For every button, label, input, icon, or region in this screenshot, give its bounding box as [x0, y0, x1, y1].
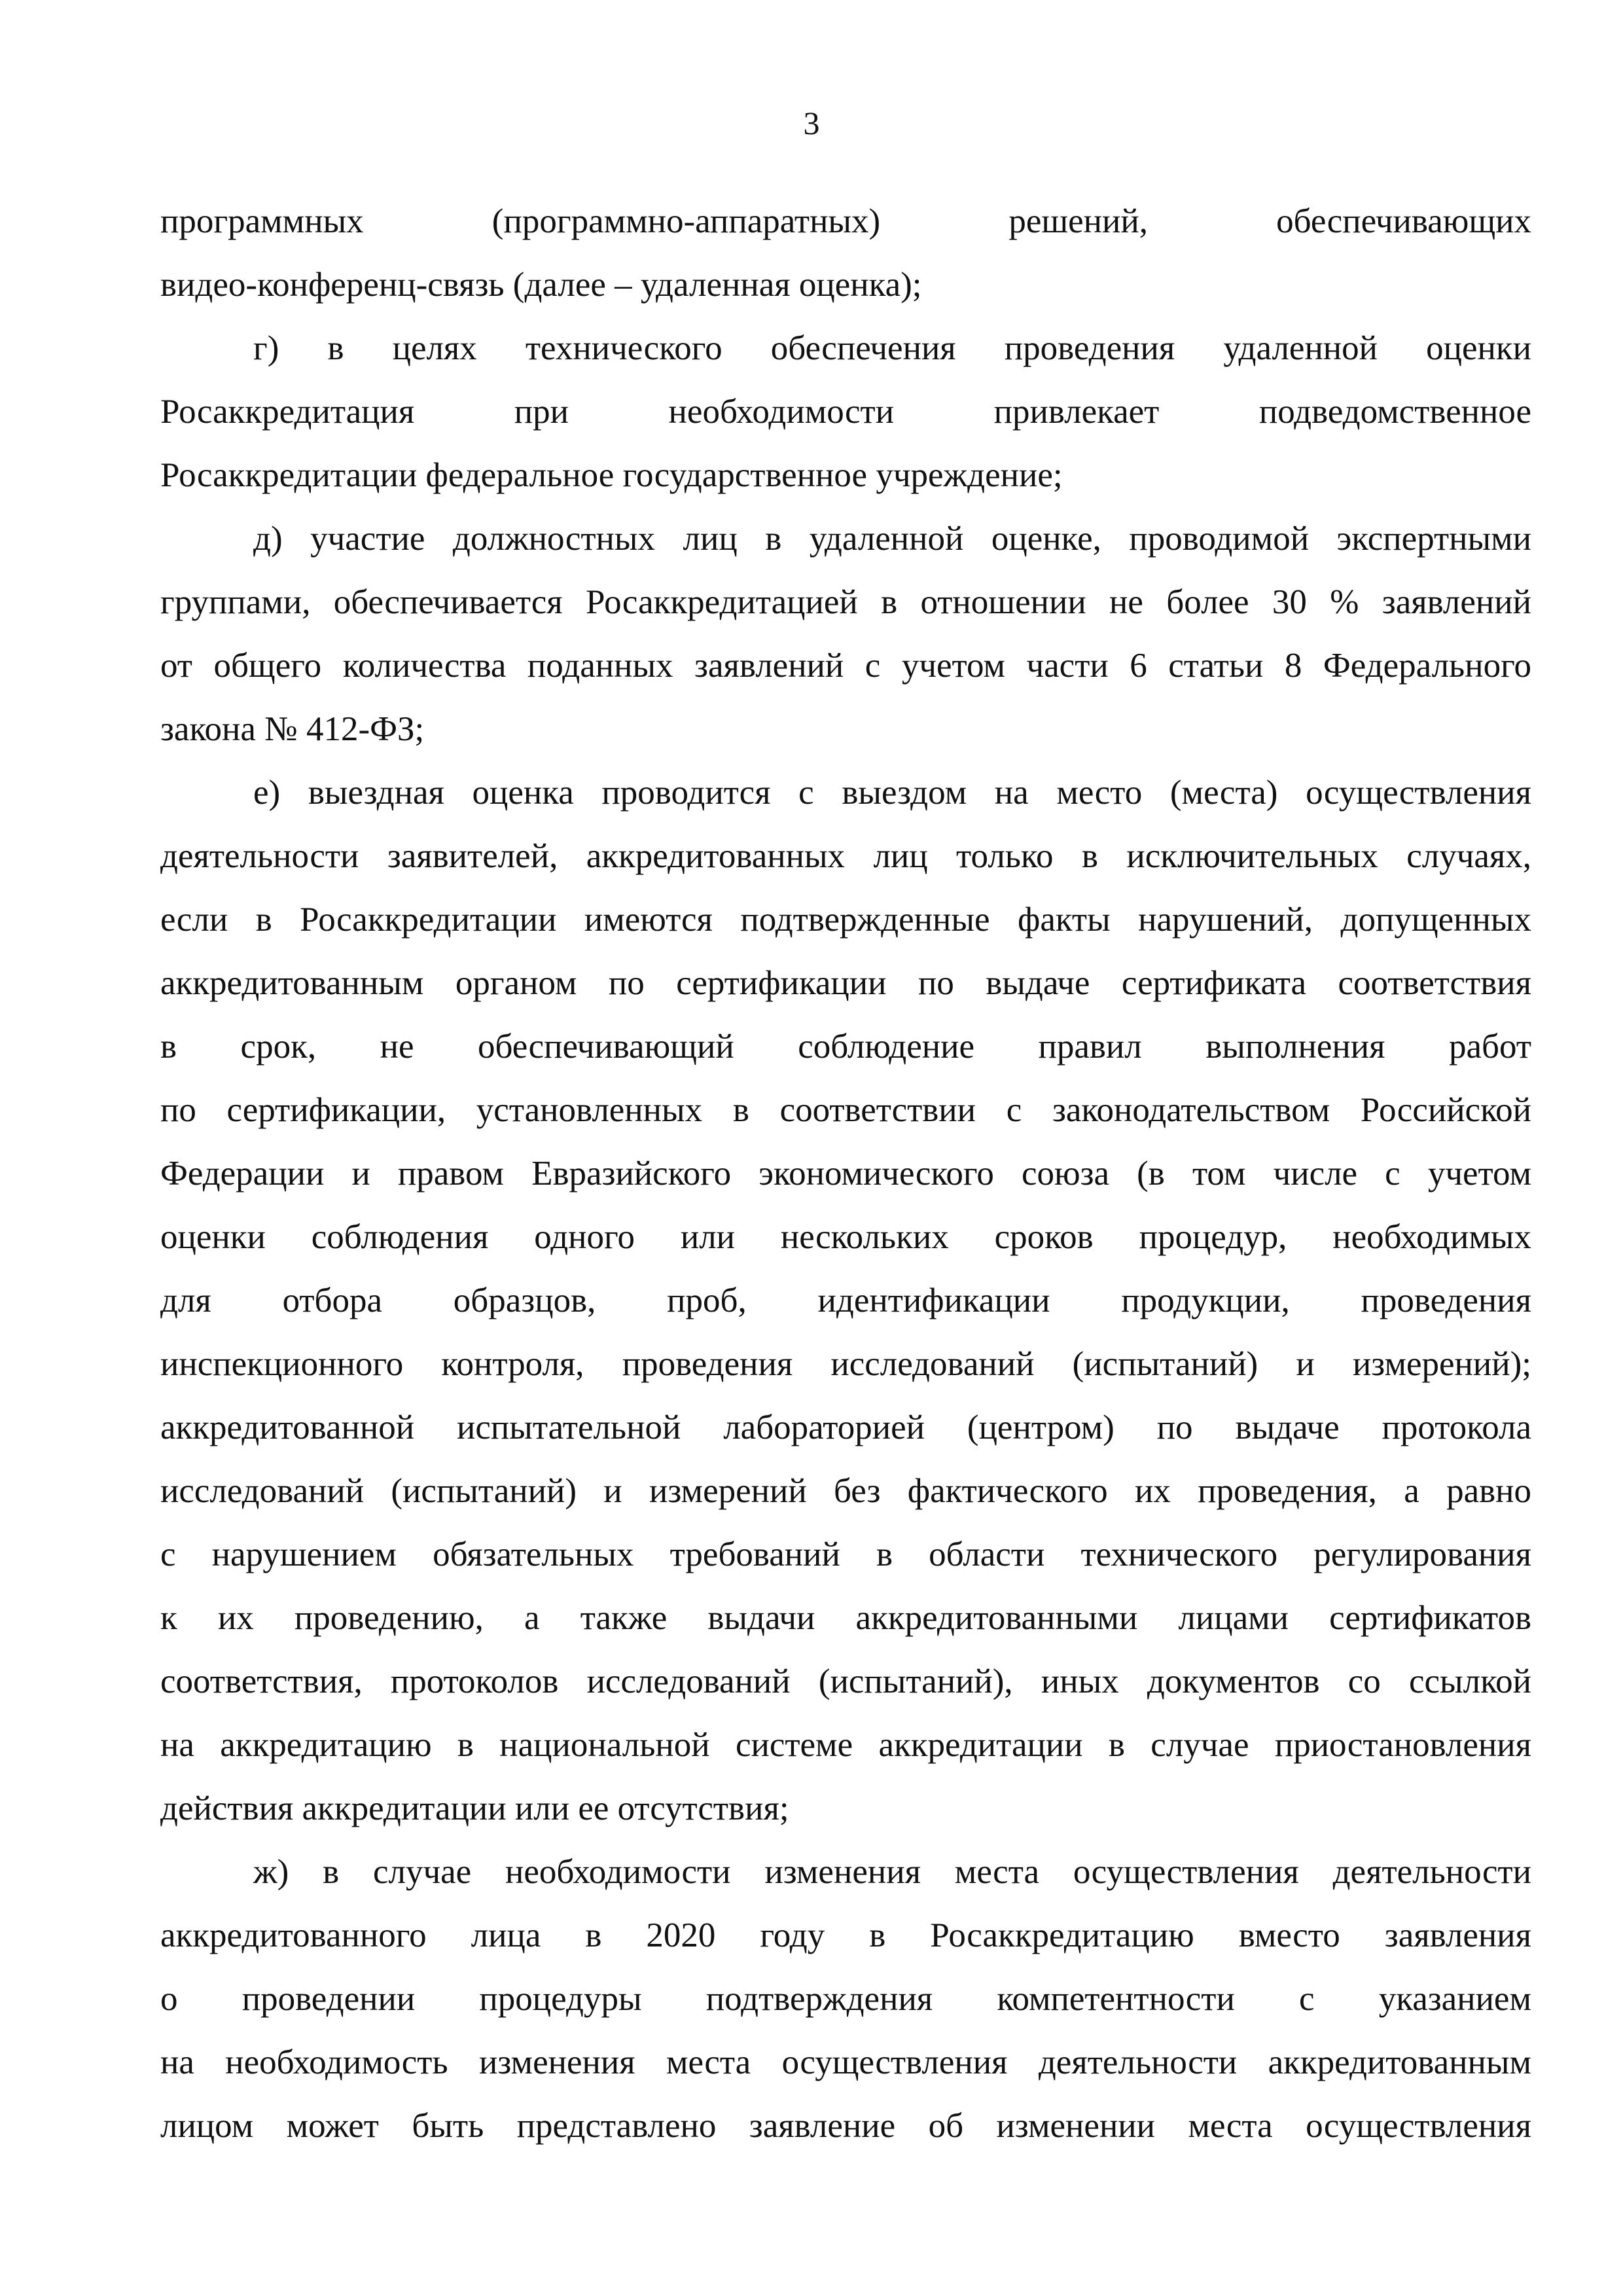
text-line: программных (программно-аппаратных) решений, обеспечивающих: [160, 202, 1531, 240]
text-line: группами, обеспечивается Росаккредитацией в отношении не более 30 % заявлений: [160, 583, 1531, 621]
text-line: лицом может быть представлено заявление об изменении места осуществления: [160, 2107, 1531, 2145]
text-line: к их проведению, а также выдачи аккредитованными лицами сертификатов: [160, 1599, 1531, 1637]
text-line: оценки соблюдения одного или нескольких сроков процедур, необходимых: [160, 1218, 1531, 1256]
text-line: на необходимость изменения места осуществления деятельности аккредитованным: [160, 2043, 1531, 2081]
text-line: инспекционного контроля, проведения исследований (испытаний) и измерений);: [160, 1345, 1531, 1383]
text-line: с нарушением обязательных требований в области технического регулирования: [160, 1535, 1531, 1573]
text-line: если в Росаккредитации имеются подтвержденные факты нарушений, допущенных: [160, 901, 1531, 939]
text-line: от общего количества поданных заявлений с учетом части 6 статьи 8 Федерального: [160, 647, 1531, 685]
paragraph-g-line: г) в целях технического обеспечения проведения удаленной оценки: [253, 329, 1531, 367]
text-line: аккредитованным органом по сертификации по выдаче сертификата соответствия: [160, 964, 1531, 1002]
text-line: Росаккредитации федеральное государственное учреждение;: [160, 456, 1063, 494]
text-line: по сертификации, установленных в соответствии с законодательством Российской: [160, 1091, 1531, 1129]
document-body: [160, 198, 1531, 2166]
text-line: Росаккредитация при необходимости привлекает подведомственное: [160, 393, 1531, 431]
page-number: 3: [803, 105, 820, 141]
text-line: видео-конференц-связь (далее – удаленная оценка);: [160, 266, 922, 304]
text-line: соответствия, протоколов исследований (испытаний), иных документов со ссылкой: [160, 1662, 1531, 1700]
text-line: в срок, не обеспечивающий соблюдение правил выполнения работ: [160, 1028, 1531, 1066]
text-line: действия аккредитации или ее отсутствия;: [160, 1789, 789, 1827]
paragraph-e-line: е) выездная оценка проводится с выездом на место (места) осуществления: [253, 774, 1531, 812]
paragraph-zh-line: ж) в случае необходимости изменения места осуществления деятельности: [253, 1853, 1531, 1891]
text-line: для отбора образцов, проб, идентификации продукции, проведения: [160, 1282, 1531, 1319]
paragraph-d-line: д) участие должностных лиц в удаленной оценке, проводимой экспертными: [253, 520, 1531, 558]
text-line: аккредитованной испытательной лабораторией (центром) по выдаче протокола: [160, 1408, 1531, 1446]
text-line: исследований (испытаний) и измерений без фактического их проведения, а равно: [160, 1472, 1531, 1510]
text-line: деятельности заявителей, аккредитованных лиц только в исключительных случаях,: [160, 837, 1531, 875]
text-line: Федерации и правом Евразийского экономического союза (в том числе с учетом: [160, 1155, 1531, 1193]
text-line: о проведении процедуры подтверждения компетентности с указанием: [160, 1980, 1531, 2018]
text-line: на аккредитацию в национальной системе аккредитации в случае приостановления: [160, 1726, 1531, 1764]
text-line: аккредитованного лица в 2020 году в Росаккредитацию вместо заявления: [160, 1916, 1531, 1954]
text-line: закона № 412-ФЗ;: [160, 710, 425, 748]
